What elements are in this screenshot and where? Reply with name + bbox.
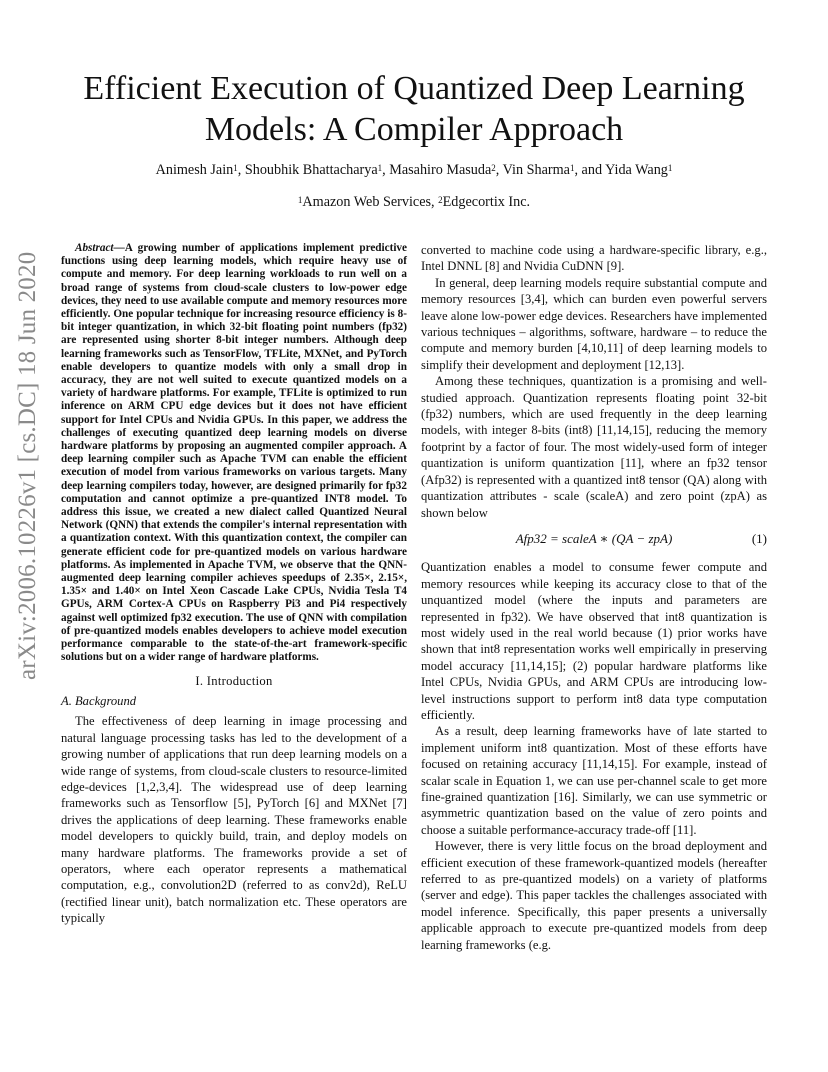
body-paragraph: converted to machine code using a hardware-specific library, e.g., Intel DNNL [8] and Nvidia CuDNN [9]. (421, 243, 767, 274)
author-affiliation-mark: 1 (569, 163, 575, 173)
author-list (60, 160, 768, 180)
body-paragraph: However, there is very little focus on the broad deployment and efficient execution of these framework-quantized models (hereafter referred to as pre-quantized models) on a variety of platforms (server and edge). This paper tackles the challenges associated with model inference. Specifically, this paper presents a universally applicable approach to execute pre-quantized models from deep learning frameworks (e.g. (421, 839, 767, 952)
right-column (421, 242, 767, 953)
body-paragraph: In general, deep learning models require substantial compute and memory resources [3,4], which can burden even powerful servers leave alone low-power edge devices. Researchers have implemented various techniques – algorithms, software, hardware – to reduce the compute and memory burden [4,10,11] of deep learning models to simplify their development and deployment [12,13]. (421, 275, 767, 372)
author-name: Shoubhik Bhattacharya (244, 162, 378, 178)
affiliation-mark: 1 (297, 195, 303, 205)
body-paragraph: The effectiveness of deep learning in image processing and natural language processing tasks has led to the development of a growing number of applications that run deep learning models on a wide range of systems, from cloud-scale clusters to resource-limited edge-devices [1,2,3,4]. The widespread use of deep learning frameworks such as Tensorflow [5], PyTorch [6] and MXNet [7] drives the applications of deep learning. These frameworks enable model developers to quickly build, train, and deploy models on many hardware platforms. The frameworks provide a set of operators, where each operator represents a mathematical computation, e.g., convolution2D (referred to as conv2d), ReLU (rectified linear unit), batch normalization etc. These operators are typically (61, 714, 407, 926)
author-name: Yida Wang (605, 162, 668, 178)
abstract (61, 242, 407, 665)
equation-body: Afp32 = scaleA ∗ (QA − zpA) (515, 530, 673, 546)
author-affiliation-mark: 1 (667, 163, 673, 173)
affiliations (60, 192, 768, 212)
affiliation-mark: 2 (438, 195, 443, 205)
author-separator: , (382, 162, 390, 178)
title-line-1: Efficient Execution of Quantized Deep Learning (83, 70, 745, 107)
author-separator: , (495, 162, 503, 178)
author-name: Vin Sharma (502, 162, 570, 178)
abstract-text: —A growing number of applications implement predictive functions using deep learning models, which require heavy use of compute and memory. For deep learning workloads to run well on a broad range of systems from cloud-scale clusters to low-power edge devices, they need to use available compute and memory resources more efficiently. One popular technique for increasing resource efficiency is 8-bit integer quantization, in which 32-bit floating point numbers (fp32) are represented using shorter 8-bit integer numbers. Although deep learning frameworks such as TensorFlow, TFLite, MXNet, and PyTorch enable developers to quantize models with only a small drop in accuracy, they are not well suited to execute quantized models on a variety of hardware platforms. For example, TFLite is optimized to run inference on ARM CPU edge devices but it does not have efficient support for Intel CPUs and Nvidia GPUs. In this paper, we address the challenges of executing quantized deep learning models on diverse hardware platforms by proposing an augmented compiler approach. A deep learning compiler such as Apache TVM can enable the efficient execution of model from various frameworks on various targets. Many deep learning compilers today, however, are designed primarily for fp32 computation and cannot optimize a pre-quantized INT8 model. To address this issue, we created a new dialect called Quantized Neural Network (QNN) that extends the compiler's internal representation with a quantization context. With this quantization context, the compiler can generate efficient code for pre-quantized models on various hardware platforms. As implemented in Apache TVM, we observe that the QNN-augmented deep learning compiler achieves speedups of 2.35×, 2.15×, 1.35× and 1.40× on Intel Xeon Cascade Lake CPUs, Nvidia Tesla T4 GPUs, ARM Cortex-A CPUs on Raspberry Pi3 and Pi4 respectively against well optimized fp32 execution. The use of QNN with compilation of pre-quantized models enables developers to achieve model execution performance comparable to the state-of-the-art framework-specific solutions but on a wider range of hardware platforms. (61, 242, 407, 664)
abstract-label: Abstract (75, 242, 114, 254)
section-heading-introduction: I. Introduction (195, 673, 273, 688)
equation-number: (1) (751, 530, 767, 546)
affiliation-name: Edgecortix Inc. (442, 194, 531, 210)
subsection-heading-background: A. Background (61, 693, 137, 708)
author-affiliation-mark: 1 (233, 163, 238, 173)
body-paragraph: Among these techniques, quantization is a promising and well-studied approach. Quantization represents floating point 32-bit (fp32) numbers, which are used frequently in the deep learning models, with integer 8-bits (int8) [11,14,15], reducing the memory footprint by a factor of four. The most widely-used form of integer quantization is uniform quantization [11], where an fp32 tensor (Afp32) is represented with a quantized int8 tensor (QA) along with quantization attributes - scale (scaleA) and zero point (zpA) as shown below (421, 374, 767, 520)
author-affiliation-mark: 1 (377, 163, 383, 173)
equation-1 (421, 531, 767, 547)
left-column (61, 242, 407, 927)
author-name: Masahiro Masuda (389, 162, 492, 178)
paper-title (60, 68, 768, 150)
affiliation-name: Amazon Web Services, (302, 194, 439, 210)
title-line-2: Models: A Compiler Approach (204, 111, 624, 148)
arxiv-identifier: arXiv:2006.10226v1 [cs.DC] 18 Jun 2020 (14, 251, 41, 680)
body-paragraph: Quantization enables a model to consume fewer compute and memory resources while keeping its accuracy close to that of the unquantized model (where the inputs and parameters are represented in fp32). We have observed that int8 quantization is most widely used in the real world because (1) prior works have shown that int8 representation works well empirically in preserving model accuracy [11,14,15]; (2) popular hardware platforms like Intel CPUs, Nvidia GPUs, and ARM CPUs are introducing low-level instructions support to perform int8 data type computation efficiently. (421, 560, 767, 722)
author-name: Animesh Jain (155, 162, 234, 178)
author-separator: , (237, 162, 245, 178)
body-paragraph: As a result, deep learning frameworks have of late started to implement uniform int8 quantization. Most of these efforts have focused on retaining accuracy [11,14,15]. For example, instead of scalar scale in Equation 1, we can use per-channel scale to get more fine-grained quantization [16]. Similarly, we can use symmetric or asymmetric quantization based on the value of zero points and choose a suitable performance-accuracy trade-off [11]. (421, 724, 767, 837)
author-affiliation-mark: 2 (491, 163, 496, 173)
author-separator: , and (574, 162, 606, 178)
